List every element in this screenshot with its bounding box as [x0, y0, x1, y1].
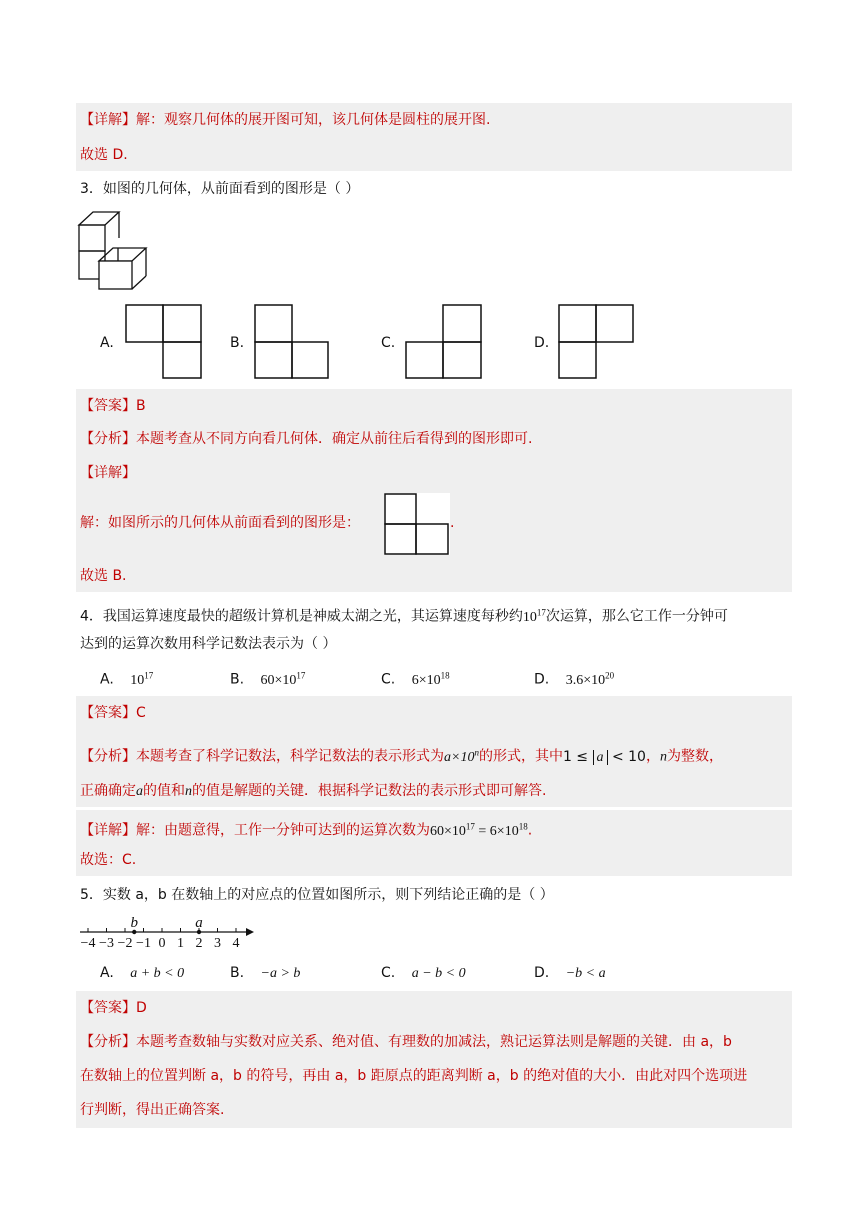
option-expr: −b < a [565, 966, 606, 981]
q5-answer-line [80, 998, 147, 1018]
q3-detail-tag: 【详解】 [80, 465, 136, 481]
q3-analysis-line [80, 429, 532, 449]
base: 10 [282, 672, 297, 688]
var-a: a [136, 784, 143, 799]
option-label: D. [534, 671, 550, 688]
option-expr: a − b < 0 [411, 966, 466, 981]
answer-value: D [136, 1000, 147, 1016]
base: 10 [591, 672, 606, 688]
detail-text: 解：观察几何体的展开图可知，该几何体是圆柱的展开图. [136, 112, 491, 128]
q4-option-b [230, 670, 305, 689]
point-a-label: a [195, 915, 203, 931]
analysis-text-b: 的形式，其中 [478, 748, 563, 765]
option-label: A. [100, 671, 114, 688]
option-expr [130, 670, 154, 688]
q3-answer-line [80, 396, 146, 416]
option-label: C. [381, 671, 396, 688]
tick-label: 4 [232, 936, 240, 951]
q4-detail-line [80, 816, 532, 842]
exp: 17 [296, 670, 306, 680]
stem-text: 4．我国运算速度最快的超级计算机是神威太湖之光，其运算速度每秒约 [80, 608, 523, 625]
analysis-text-d: 为整数， [666, 748, 723, 765]
q3-option-d-label: D. [534, 335, 550, 351]
sci-form [444, 747, 479, 765]
exp: 18 [440, 670, 450, 680]
q3-detail-figure [384, 493, 450, 555]
power-exp: 17 [536, 607, 546, 617]
tick-label: −2 [117, 936, 133, 951]
option-expr [260, 670, 306, 688]
detail-end: . [527, 822, 533, 839]
q4-option-d [534, 670, 614, 689]
q3-option-d-figure [558, 304, 636, 379]
option-label: D. [534, 965, 550, 981]
detail-tag: 【详解】 [80, 112, 136, 128]
analysis-comma: ， [645, 748, 660, 765]
q5-option-b [230, 965, 300, 982]
exp: 17 [144, 670, 154, 680]
detail-tag: 【详解】 [80, 822, 136, 839]
option-label: B. [230, 671, 245, 688]
q4-stem-line2: 达到的运算次数用科学记数法表示为（ ） [80, 636, 337, 652]
coef: 3.6× [565, 672, 592, 688]
tick-label: 1 [177, 936, 184, 951]
analysis-text: 本题考查从不同方向看几何体．确定从前往后看得到的图形即可. [136, 431, 533, 447]
q4-answer-line [80, 703, 146, 723]
tick-label: −3 [99, 936, 114, 951]
q4-analysis-line2 [80, 781, 546, 802]
q3-stem: 3．如图的几何体，从前面看到的图形是（ ） [80, 181, 360, 197]
answer-value: B [136, 398, 146, 414]
tick-label: 3 [214, 936, 221, 951]
base: 10 [426, 672, 441, 688]
axis-arrow [246, 928, 254, 936]
analysis-tag: 【分析】 [80, 1034, 136, 1050]
sci-form-exp: n [474, 747, 479, 757]
q3-cube-figure [78, 211, 150, 291]
option-expr: −a > b [260, 966, 301, 981]
detail-text: 解：由题意得，工作一分钟可达到的运算次数为 [136, 822, 430, 839]
q5-analysis-line3: 行判断，得出正确答案. [80, 1102, 225, 1118]
q5-number-line [78, 912, 254, 950]
answer-tag: 【答案】 [80, 398, 136, 414]
q3-option-b-figure [254, 304, 330, 379]
q3-detail-end: . [450, 515, 455, 531]
q4-option-a [100, 670, 153, 689]
q4-option-c [381, 670, 450, 689]
q5-stem: 5．实数 a，b 在数轴上的对应点的位置如图所示，则下列结论正确的是（ ） [80, 887, 554, 903]
q4-analysis-line1 [80, 742, 723, 768]
expr-right-exp: 18 [518, 821, 528, 831]
tick-label: −4 [80, 936, 96, 951]
range-abs: a [593, 750, 608, 765]
point-b-label: b [130, 915, 138, 931]
q3-detail-text: 解：如图所示的几何体从前面看到的图形是： [80, 515, 360, 531]
solution-box-q3 [76, 389, 792, 592]
option-label: C. [381, 965, 396, 981]
expr-left: 60×10 [430, 823, 466, 839]
analysis-text: 本题考查数轴与实数对应关系、绝对值、有理数的加减法，熟记运算法则是解题的关键．由 a，b [136, 1034, 732, 1050]
q3-option-b-label: B. [230, 335, 245, 351]
q2-choice: 故选 D. [80, 147, 128, 163]
power-base: 10 [522, 609, 537, 625]
answer-tag: 【答案】 [80, 1000, 136, 1016]
option-expr [411, 670, 450, 688]
tick-label: 0 [158, 936, 166, 951]
range-left: 1 ≤ [562, 748, 593, 765]
q2-detail-line [80, 110, 490, 130]
exp: 20 [605, 670, 615, 680]
q4-stem-line1 [80, 602, 728, 628]
q5-option-d [534, 965, 606, 982]
range-expr [563, 749, 646, 765]
q3-option-a-label: A. [100, 335, 114, 351]
analysis-text: 本题考查了科学记数法，科学记数法的表示形式为 [136, 748, 444, 765]
expr-right: = 6×10 [474, 823, 519, 839]
stem-text-end: 次运算，那么它工作一分钟可 [545, 608, 728, 625]
q5-analysis-line1 [80, 1032, 732, 1052]
expr-left-exp: 17 [465, 821, 475, 831]
sci-form-base: a×10 [444, 749, 475, 765]
q3-option-c-label: C. [381, 335, 396, 351]
answer-value: C [136, 705, 146, 721]
var-n: n [659, 749, 667, 765]
q3-option-a-figure [125, 304, 203, 379]
q3-choice: 故选 B. [80, 568, 127, 584]
option-label: A. [100, 965, 114, 981]
tick-label: 2 [195, 936, 203, 951]
analysis-text-c: 的值是解题的关键．根据科学记数法的表示形式即可解答. [192, 783, 547, 799]
q3-option-c-figure [405, 304, 483, 379]
q5-option-a [100, 965, 184, 982]
detail-expr [430, 821, 528, 839]
q4-choice: 故选：C. [80, 852, 137, 868]
analysis-tag: 【分析】 [80, 431, 136, 447]
answer-tag: 【答案】 [80, 705, 136, 721]
q5-analysis-line2: 在数轴上的位置判断 a，b 的符号，再由 a，b 距原点的距离判断 a，b 的绝对值的大小．由此对四个选项进 [80, 1068, 748, 1084]
option-expr: a + b < 0 [130, 966, 185, 981]
base: 10 [130, 672, 145, 688]
option-expr [565, 670, 615, 688]
coef: 6× [411, 672, 427, 688]
range-right: < 10 [607, 748, 646, 765]
option-label: B. [230, 965, 245, 981]
coef: 60× [260, 672, 283, 688]
analysis-tag: 【分析】 [80, 748, 136, 765]
stem-power [522, 607, 546, 625]
tick-label: −1 [136, 936, 151, 951]
analysis-text-b: 的值和 [143, 783, 185, 799]
var-n: n [185, 784, 192, 799]
q5-option-c [381, 965, 466, 982]
analysis-text: 正确确定 [80, 783, 136, 799]
